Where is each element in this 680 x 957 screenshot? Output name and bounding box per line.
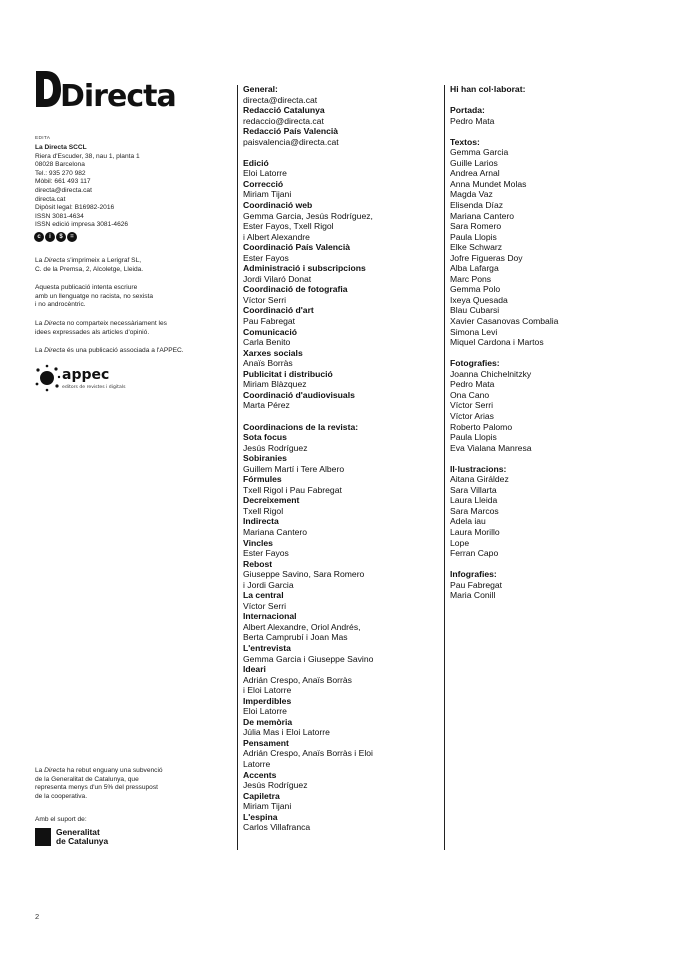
credit-name: Laura Lleida	[450, 495, 498, 506]
publisher-line: Tel.: 935 270 982	[35, 169, 86, 177]
credit-heading: Publicitat i distribució	[243, 368, 333, 379]
publisher-line: directa.cat	[35, 195, 66, 203]
credit-name: Txell Rigol	[243, 505, 284, 516]
credit-name: Adrián Crespo, Anaïs Borràs i Eloi	[243, 748, 373, 759]
credit-name: Xavier Casanovas Combalia	[450, 316, 559, 327]
publisher-info	[35, 144, 225, 230]
credit-name: Blau Cubarsi	[450, 305, 500, 316]
credit-name: Giuseppe Savino, Sara Romero	[243, 569, 365, 580]
credit-heading: Infografies:	[450, 569, 497, 580]
credit-name: Guille Larios	[450, 157, 498, 168]
by-icon: i	[45, 232, 55, 242]
credit-heading: Xarxes socials	[243, 347, 303, 358]
publisher-line: directa@directa.cat	[35, 186, 92, 194]
credit-name: Joanna Chichelnitzky	[450, 368, 532, 379]
credit-heading: Fórmules	[243, 474, 282, 485]
credit-name: Simona Levi	[450, 326, 498, 337]
credit-name: Sara Marcos	[450, 505, 499, 516]
credit-heading: Coordinació País Valencià	[243, 242, 350, 253]
support-label: Amb el suport de:	[35, 816, 87, 823]
credit-heading: Imperdibles	[243, 695, 292, 706]
credit-name: Sara Villarta	[450, 484, 497, 495]
credit-name: Anaïs Borràs	[243, 358, 293, 369]
publisher-line: 08028 Barcelona	[35, 161, 85, 169]
credit-heading: Fotografies:	[450, 358, 500, 369]
credit-heading: General:	[243, 84, 278, 94]
appec-note: La Directa és una publicació associada a l'APPEC.	[35, 347, 184, 354]
credit-name: Gemma Garcia	[450, 147, 509, 158]
credit-heading: Il·lustracions:	[450, 463, 507, 474]
credit-heading: Sota focus	[243, 432, 287, 443]
credit-name: Jofre Figueras Doy	[450, 252, 523, 263]
credit-name: Gemma Garcia, Jesús Rodríguez,	[243, 210, 373, 221]
credit-name: Eloi Latorre	[243, 168, 287, 179]
publisher-line: ISSN edició impresa 3081-4626	[35, 221, 129, 229]
credit-name: Berta Camprubí i Joan Mas	[243, 632, 348, 643]
credit-name: Carla Benito	[243, 337, 291, 348]
credit-name: Marc Pons	[450, 273, 492, 284]
spacer	[450, 453, 558, 464]
credit-name: Latorre	[243, 759, 271, 769]
credit-heading: Correcció	[243, 178, 284, 189]
credit-heading: Redacció Catalunya	[243, 105, 325, 116]
credit-heading: Indirecta	[243, 516, 279, 527]
credit-name: Miriam Tijani	[243, 189, 292, 200]
generalitat-line: de Catalunya	[56, 836, 109, 846]
credit-name: Laura Morillo	[450, 526, 500, 537]
credit-name: Miriam Blàzquez	[243, 379, 307, 390]
cc-icon: c	[34, 232, 44, 242]
spacer	[450, 348, 558, 359]
spacer	[243, 147, 373, 158]
publisher-line: ISSN 3081-4634	[35, 212, 84, 220]
credit-name: Ixeya Quesada	[450, 294, 508, 305]
credit-name: Jesús Rodríguez	[243, 780, 308, 791]
credit-name: Aitana Giráldez	[450, 474, 509, 485]
directa-logo	[34, 70, 176, 114]
credit-name: Andrea Arnal	[450, 168, 500, 179]
appec-wordmark: appec	[62, 367, 110, 383]
subsidy-note: La Directa ha rebut enguany una subvenció de la Generalitat de Catalunya, que representa menys d'un 5% del pressupost de la cooperativa.	[35, 767, 163, 800]
appec-tagline: editors de revistes i digitals	[62, 385, 126, 390]
credit-heading: Sobiranies	[243, 453, 287, 464]
credit-name: Eva Vialana Manresa	[450, 442, 532, 453]
credit-name: Adrián Crespo, Anaïs Borràs	[243, 674, 352, 685]
nc-icon: $	[56, 232, 66, 242]
credit-name: Paula Llopis	[450, 432, 497, 443]
credits-column-collaborators	[450, 84, 558, 601]
creative-commons-icons	[34, 232, 77, 242]
publisher-line: Dipòsit legal: B16982-2016	[35, 204, 115, 212]
credit-heading: La central	[243, 590, 284, 601]
credit-name: Eloi Latorre	[243, 706, 287, 717]
credit-heading: Rebost	[243, 558, 273, 569]
spacer	[450, 559, 558, 570]
credit-name: Roberto Palomo	[450, 421, 513, 432]
credit-name: Guillem Martí i Tere Albero	[243, 463, 345, 474]
credit-heading: Comunicació	[243, 326, 297, 337]
credit-heading: Decreixement	[243, 495, 300, 506]
credit-name: Albert Alexandre, Oriol Andrés,	[243, 621, 361, 632]
credit-name: i Jordi Garcia	[243, 579, 294, 590]
credit-name: Carlos Villafranca	[243, 822, 311, 833]
appec-logo	[35, 364, 165, 392]
credit-heading: Redacció País Valencià	[243, 126, 339, 137]
logo-wordmark: Directa	[60, 79, 176, 114]
credit-name: Magda Vaz	[450, 189, 493, 200]
credit-name: directa@directa.cat	[243, 94, 318, 105]
credit-heading: L'entrevista	[243, 642, 291, 653]
spacer	[450, 95, 558, 106]
credit-name: Víctor Arias	[450, 410, 494, 421]
credit-heading: Coordinació d'audiovisuals	[243, 389, 355, 400]
column-divider	[237, 85, 238, 850]
credit-name: redaccio@directa.cat	[243, 115, 324, 126]
credit-name: Jordi Vilaró Donat	[243, 273, 312, 284]
credit-name: Pedro Mata	[450, 115, 495, 126]
credit-name: Elisenda Díaz	[450, 200, 504, 211]
credit-heading: Administració i subscripcions	[243, 263, 366, 274]
credit-name: Sara Romero	[450, 221, 502, 232]
credit-heading: Coordinació de fotografia	[243, 284, 348, 295]
credit-name: Lope	[450, 537, 470, 548]
credit-heading: Coordinació d'art	[243, 305, 314, 316]
credits-column-staff	[243, 84, 373, 833]
credit-heading: De memòria	[243, 716, 293, 727]
credit-name: Marta Pérez	[243, 400, 290, 411]
credit-name: Ester Fayos	[243, 548, 289, 559]
credit-name: Jesús Rodríguez	[243, 442, 308, 453]
opinion-disclaimer: La Directa no comparteix necessàriament les idees expressades als articles d'opinió.	[35, 320, 167, 336]
spacer	[243, 411, 373, 422]
credit-name: paisvalencia@directa.cat	[243, 136, 339, 147]
credit-name: Víctor Serri	[450, 400, 493, 411]
credit-heading: Capiletra	[243, 790, 280, 801]
credit-heading: Internacional	[243, 611, 297, 622]
generalitat-line: Generalitat	[56, 827, 100, 837]
credit-heading: Edició	[243, 157, 269, 168]
credit-name: Pau Fabregat	[243, 316, 296, 327]
credit-name: Víctor Serri	[243, 294, 286, 305]
credit-name: Paula Llopis	[450, 231, 497, 242]
publisher-line: Mòbil: 661 493 117	[35, 178, 91, 186]
publisher-line: Riera d'Escuder, 38, nau 1, planta 1	[35, 152, 140, 160]
credit-name: Gemma Garcia i Giuseppe Savino	[243, 653, 374, 664]
credit-name: Mariana Cantero	[450, 210, 515, 221]
credit-name: Mariana Cantero	[243, 526, 308, 537]
page-number: 2	[35, 912, 40, 921]
credit-heading: Ideari	[243, 664, 266, 675]
credit-heading: Coordinació web	[243, 200, 313, 211]
credit-name: Ona Cano	[450, 389, 490, 400]
credit-name: i Albert Alexandre	[243, 231, 310, 242]
credit-name: Anna Mundet Molas	[450, 178, 527, 189]
credit-heading: Hi han col·laborat:	[450, 84, 526, 94]
credit-heading: Vincles	[243, 537, 273, 548]
credit-name: Gemma Polo	[450, 284, 501, 295]
credit-name: Pedro Mata	[450, 379, 495, 390]
credit-heading: Portada:	[450, 105, 485, 116]
publisher-name: La Directa SCCL	[35, 144, 87, 151]
spacer	[450, 126, 558, 137]
credit-name: Júlia Mas i Eloi Latorre	[243, 727, 330, 738]
credit-name: Maria Conill	[450, 590, 496, 601]
credit-name: Ester Fayos	[243, 252, 289, 263]
credit-name: Miriam Tijani	[243, 801, 292, 812]
generalitat-logo	[35, 828, 108, 846]
credit-name: Txell Rigol i Pau Fabregat	[243, 484, 342, 495]
inclusive-language-note: Aquesta publicació intenta escriure amb un llenguatge no racista, no sexista i no androcèntric.	[35, 284, 154, 309]
credit-name: Adela iau	[450, 516, 486, 527]
credit-name: Miquel Cardona i Martos	[450, 337, 544, 348]
credit-heading: Coordinacions de la revista:	[243, 421, 359, 432]
credit-name: Elke Schwarz	[450, 242, 503, 253]
credit-name: Ester Fayos, Txell Rigol	[243, 221, 334, 232]
nd-icon: =	[67, 232, 77, 242]
printer-note: La Directa s'imprimeix a Lerigraf SL, C. de la Premsa, 2, Alcoletge, Lleida.	[35, 257, 144, 273]
credit-heading: L'espina	[243, 811, 278, 822]
column-divider	[444, 85, 445, 850]
credit-name: Víctor Serri	[243, 600, 286, 611]
credit-name: Pau Fabregat	[450, 579, 503, 590]
edita-label: EDITA	[35, 136, 51, 141]
credit-name: Alba Lafarga	[450, 263, 499, 274]
credit-name: Ferran Capo	[450, 548, 499, 559]
credit-heading: Pensament	[243, 737, 289, 748]
generalitat-emblem-icon	[35, 828, 51, 846]
credit-heading: Accents	[243, 769, 277, 780]
credit-name: i Eloi Latorre	[243, 685, 292, 696]
credit-heading: Textos:	[450, 136, 480, 147]
